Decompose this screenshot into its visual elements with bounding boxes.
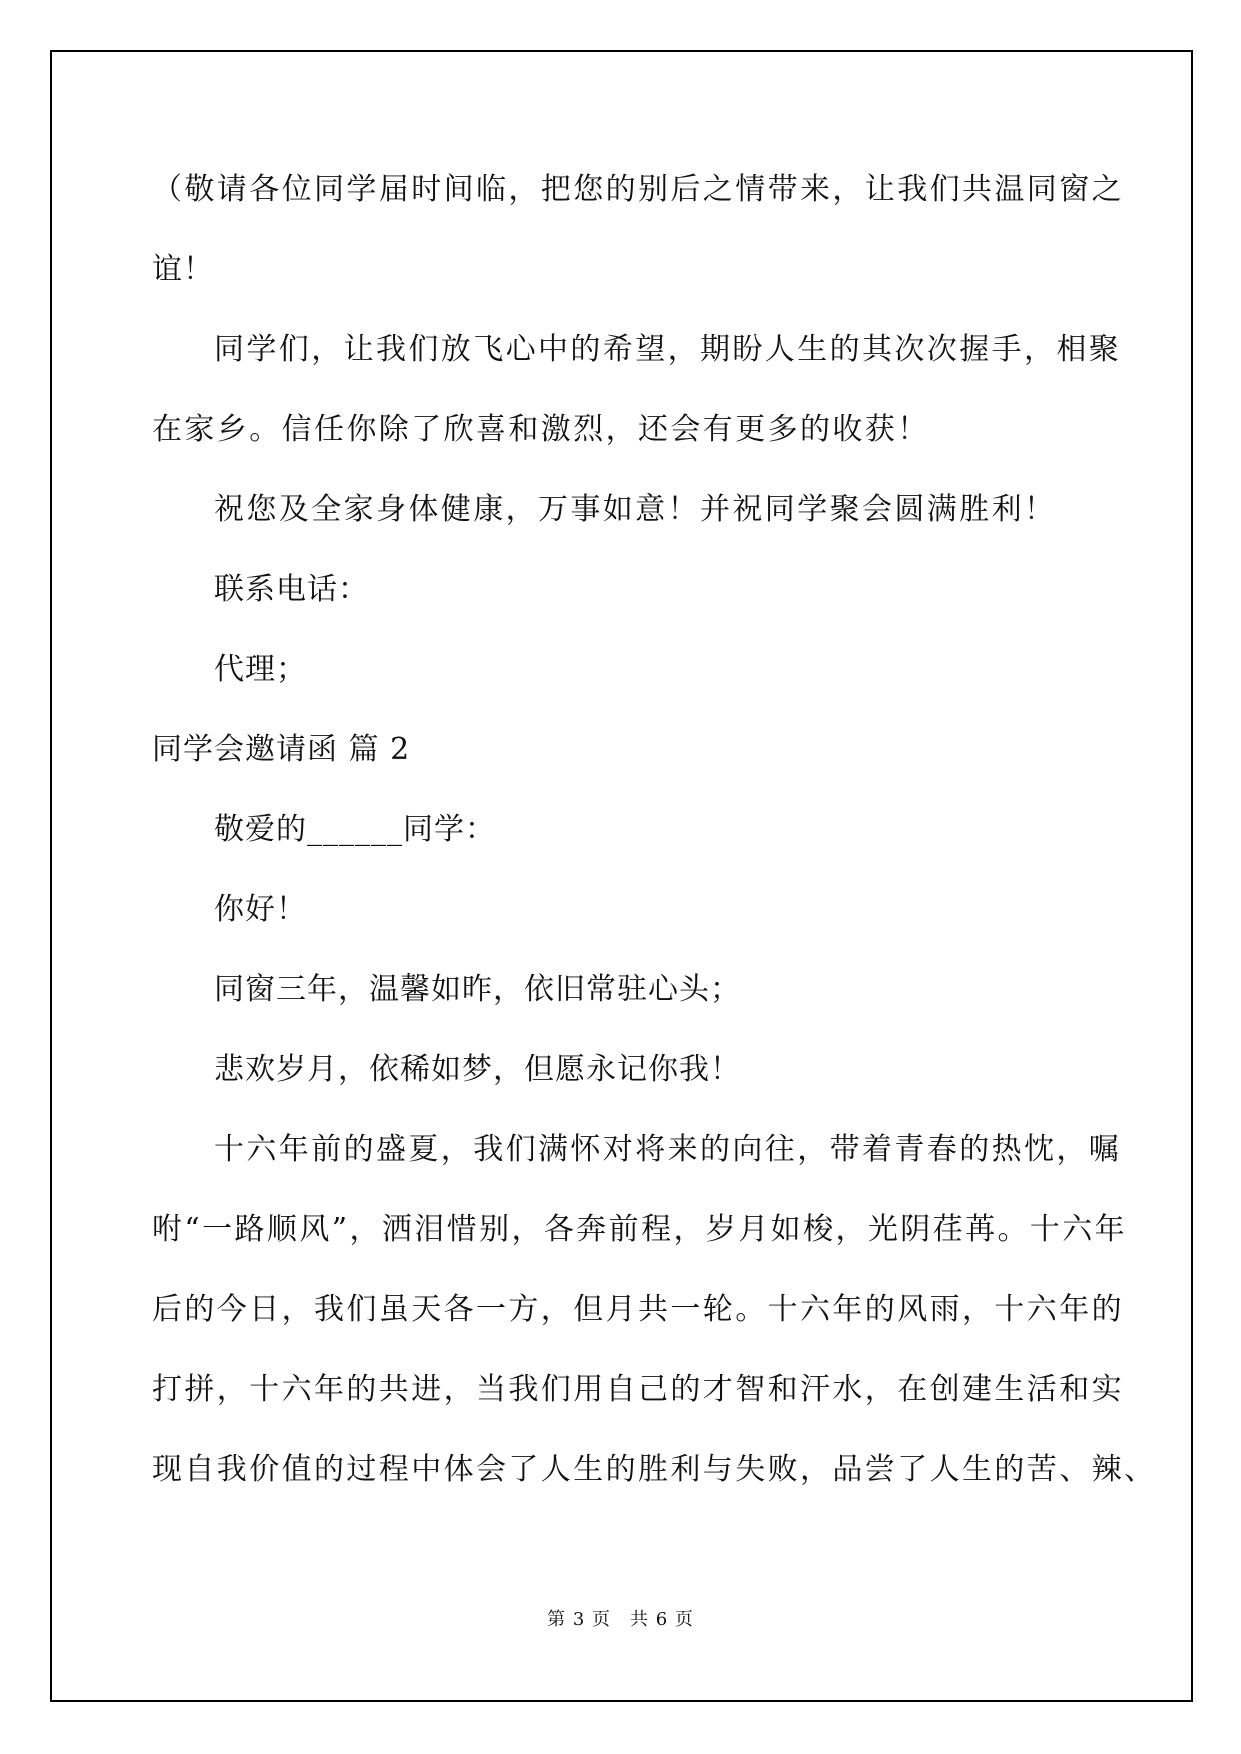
salutation: 敬爱的______同学： — [214, 812, 496, 847]
paragraph-line: 同学们，让我们放飞心中的希望，期盼人生的其次次握手，相聚 — [214, 332, 1122, 367]
paragraph-line: 打拼，十六年的共进，当我们用自己的才智和汗水，在创建生活和实 — [152, 1372, 1124, 1407]
paragraph-line: 谊！ — [152, 252, 214, 287]
paragraph-line: 悲欢岁月，依稀如梦，但愿永记你我！ — [214, 1052, 741, 1087]
page-number-footer: 第 3 页 共 6 页 — [547, 1609, 694, 1630]
paragraph-line: 祝您及全家身体健康，万事如意！并祝同学聚会圆满胜利！ — [214, 492, 1057, 527]
paragraph-line: （敬请各位同学届时间临，把您的别后之情带来，让我们共温同窗之 — [152, 172, 1124, 207]
paragraph-line: 同窗三年，温馨如昨，依旧常驻心头； — [214, 972, 741, 1007]
paragraph-line: 在家乡。信任你除了欣喜和激烈，还会有更多的收获！ — [152, 412, 930, 447]
paragraph-line: 咐“一路顺风”，洒泪惜别，各奔前程，岁月如梭，光阴荏苒。十六年 — [152, 1212, 1128, 1247]
paragraph-line: 联系电话： — [214, 572, 369, 607]
paragraph-line: 十六年前的盛夏，我们满怀对将来的向往，带着青春的热忱，嘱 — [214, 1132, 1122, 1167]
greeting: 你好！ — [214, 892, 307, 927]
paragraph-line: 代理； — [214, 652, 307, 687]
paragraph-line: 现自我价值的过程中体会了人生的胜利与失败，品尝了人生的苦、辣、 — [152, 1452, 1157, 1487]
paragraph-line: 后的今日，我们虽天各一方，但月共一轮。十六年的风雨，十六年的 — [152, 1292, 1124, 1327]
section-heading: 同学会邀请函 篇 2 — [152, 732, 411, 767]
